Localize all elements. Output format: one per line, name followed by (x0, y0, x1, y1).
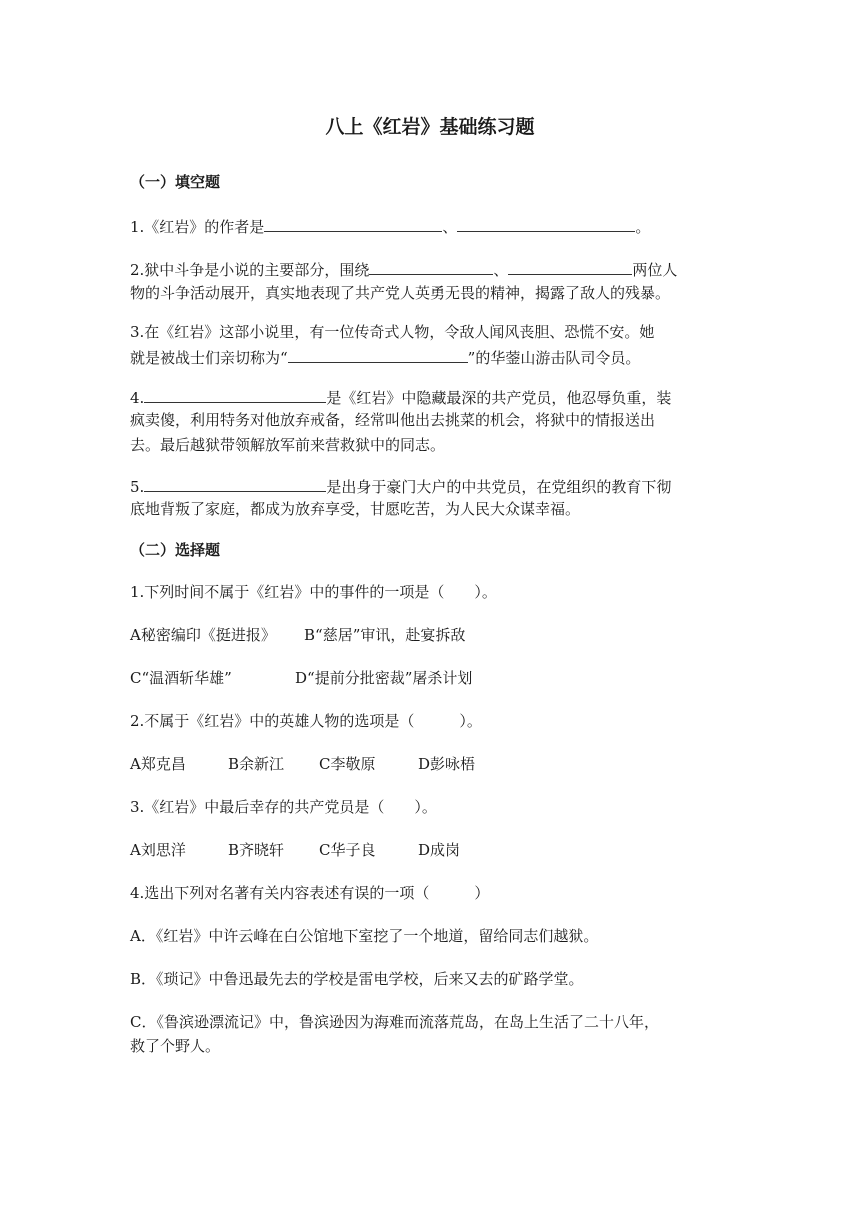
option-a[interactable]: A刘思洋 (130, 841, 186, 859)
question-fill-1 (130, 215, 730, 237)
question-choice-4: 4.选出下列对名著有关内容表述有误的一项（ ） (130, 884, 490, 902)
question-fill-5-line1 (130, 475, 730, 497)
option-a[interactable]: A．《红岩》中许云峰在白公馆地下室挖了一个地道，留给同志们越狱。 (130, 927, 599, 945)
question-fill-3-line1: 3.在《红岩》这部小说里，有一位传奇式人物，令敌人闻风丧胆、恐慌不安。她 (130, 323, 655, 341)
question-fill-2-line1 (130, 258, 730, 280)
question-choice-1-options-row1 (130, 625, 730, 645)
option-d[interactable]: D彭咏梧 (418, 755, 476, 773)
question-text: 是《红岩》中隐藏最深的共产党员，他忍辱负重，装 (326, 389, 672, 407)
question-fill-3-line2 (130, 346, 730, 368)
section-heading-fill-blank: （一）填空题 (130, 173, 221, 191)
option-c[interactable]: C李敬原 (319, 755, 376, 773)
question-fill-5-line2: 底地背叛了家庭，都成为放弃享受，甘愿吃苦，为人民大众谋幸福。 (130, 500, 581, 518)
question-choice-2-options (130, 754, 730, 774)
question-fill-4-line2: 疯卖傻，利用特务对他放弃戒备，经常叫他出去挑菜的机会，将狱中的情报送出 (130, 411, 656, 429)
answer-blank[interactable] (144, 386, 326, 403)
question-choice-3: 3.《红岩》中最后幸存的共产党员是（ ）。 (130, 798, 437, 816)
question-fill-4-line1 (130, 386, 730, 408)
answer-blank[interactable] (288, 346, 468, 363)
question-fill-2-line2: 物的斗争活动展开，真实地表现了共产党人英勇无畏的精神，揭露了敌人的残暴。 (130, 284, 671, 302)
question-text: ”的华蓥山游击队司令员。 (467, 349, 641, 367)
question-text: 、 (442, 218, 458, 236)
answer-blank[interactable] (508, 258, 632, 275)
answer-blank[interactable] (369, 258, 493, 275)
option-c-line1[interactable]: C．《鲁滨逊漂流记》中，鲁滨逊因为海难而流落荒岛，在岛上生活了二十八年， (130, 1013, 659, 1031)
option-b[interactable]: B“慈居”审讯，赴宴拆敌 (304, 626, 466, 644)
question-fill-4-line3: 去。最后越狱带领解放军前来营救狱中的同志。 (130, 436, 446, 454)
option-a[interactable]: A郑克昌 (130, 755, 186, 773)
option-c[interactable]: C华子良 (319, 841, 376, 859)
option-d[interactable]: D“提前分批密裁”屠杀计划 (295, 669, 473, 687)
question-text: 、 (493, 261, 509, 279)
document-title: 八上《红岩》基础练习题 (325, 116, 535, 138)
option-d[interactable]: D成岗 (418, 841, 461, 859)
question-text: 1.《红岩》的作者是 (130, 218, 265, 236)
question-text: 5. (130, 478, 145, 496)
answer-blank[interactable] (264, 215, 442, 232)
answer-blank[interactable] (144, 475, 326, 492)
section-heading-multiple-choice: （二）选择题 (130, 541, 221, 559)
option-b[interactable]: B齐晓轩 (228, 841, 285, 859)
option-b[interactable]: B．《琐记》中鲁迅最先去的学校是雷电学校，后来又去的矿路学堂。 (130, 970, 584, 988)
option-c-line2[interactable]: 救了个野人。 (130, 1037, 221, 1055)
question-choice-1-options-row2 (130, 668, 730, 688)
question-text: 两位人 (632, 261, 678, 279)
question-choice-3-options (130, 840, 730, 860)
question-choice-2: 2.不属于《红岩》中的英雄人物的选项是（ ）。 (130, 712, 482, 730)
option-c[interactable]: C“温酒斩华雄” (130, 669, 232, 687)
question-choice-1: 1.下列时间不属于《红岩》中的事件的一项是（ ）。 (130, 583, 497, 601)
question-text: 是出身于豪门大户的中共党员，在党组织的教育下彻 (326, 478, 672, 496)
option-b[interactable]: B余新江 (228, 755, 285, 773)
question-text: 2.狱中斗争是小说的主要部分，围绕 (130, 261, 370, 279)
option-a[interactable]: A秘密编印《挺进报》 (130, 626, 276, 644)
answer-blank[interactable] (457, 215, 635, 232)
question-text: 。 (635, 218, 651, 236)
question-text: 4. (130, 389, 145, 407)
question-text: 就是被战士们亲切称为“ (130, 349, 288, 367)
